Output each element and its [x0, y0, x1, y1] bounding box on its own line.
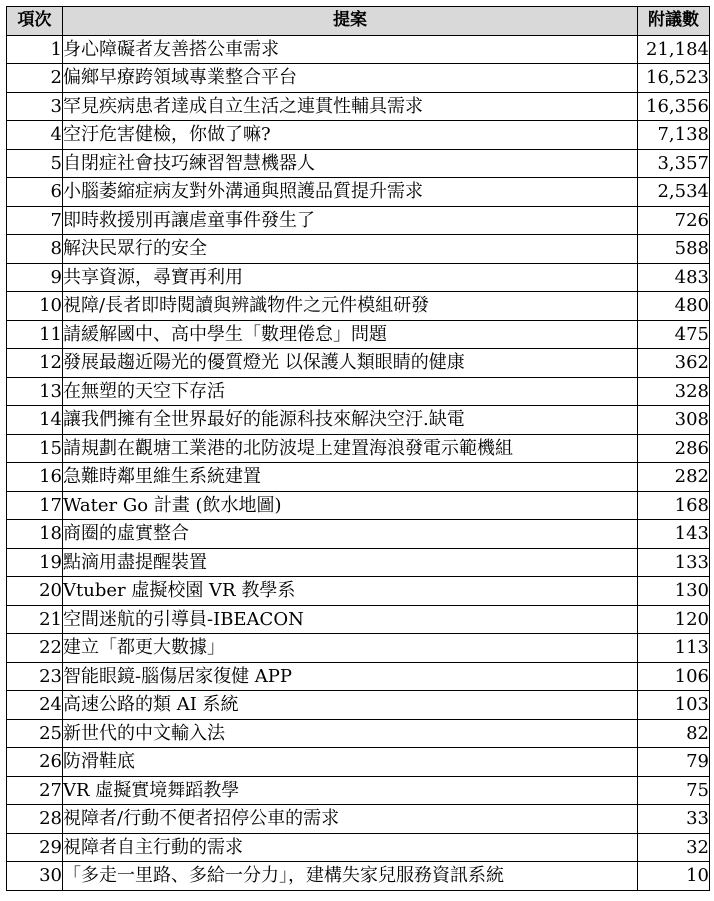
- table-row: [7, 862, 710, 891]
- table-row: [7, 35, 710, 64]
- row-index: 4: [7, 121, 63, 150]
- row-index: 5: [7, 149, 63, 178]
- table-row: [7, 833, 710, 862]
- row-proposal: 建立「都更大數據」: [63, 634, 638, 663]
- row-index: 17: [7, 491, 63, 520]
- row-proposal: 讓我們擁有全世界最好的能源科技來解決空汙.缺電: [63, 406, 638, 435]
- row-index: 29: [7, 833, 63, 862]
- row-count: 726: [638, 206, 710, 235]
- row-index: 3: [7, 92, 63, 121]
- row-proposal: 視障者自主行動的需求: [63, 833, 638, 862]
- header-row: [7, 7, 710, 36]
- header-count: 附議數: [638, 7, 710, 36]
- row-proposal: 新世代的中文輸入法: [63, 719, 638, 748]
- row-count: 103: [638, 691, 710, 720]
- row-count: 32: [638, 833, 710, 862]
- row-count: 475: [638, 320, 710, 349]
- table-row: [7, 263, 710, 292]
- row-count: 480: [638, 292, 710, 321]
- row-count: 75: [638, 776, 710, 805]
- row-proposal: Water Go 計畫 (飲水地圖): [63, 491, 638, 520]
- row-proposal: 視障/長者即時閱讀與辨識物件之元件模組研發: [63, 292, 638, 321]
- row-proposal: 即時救援別再讓虐童事件發生了: [63, 206, 638, 235]
- table-row: [7, 548, 710, 577]
- row-index: 19: [7, 548, 63, 577]
- row-count: 16,523: [638, 64, 710, 93]
- row-index: 12: [7, 349, 63, 378]
- row-count: 308: [638, 406, 710, 435]
- row-count: 82: [638, 719, 710, 748]
- row-count: 168: [638, 491, 710, 520]
- table-row: [7, 463, 710, 492]
- row-proposal: 小腦萎縮症病友對外溝通與照護品質提升需求: [63, 178, 638, 207]
- row-index: 20: [7, 577, 63, 606]
- row-count: 120: [638, 605, 710, 634]
- table-row: [7, 349, 710, 378]
- row-proposal: 防滑鞋底: [63, 748, 638, 777]
- row-count: 130: [638, 577, 710, 606]
- row-proposal: VR 虛擬實境舞蹈教學: [63, 776, 638, 805]
- row-count: 113: [638, 634, 710, 663]
- row-index: 14: [7, 406, 63, 435]
- row-proposal: 偏鄉早療跨領域專業整合平台: [63, 64, 638, 93]
- row-count: 362: [638, 349, 710, 378]
- row-proposal: 空汙危害健檢，你做了嘛?: [63, 121, 638, 150]
- row-index: 16: [7, 463, 63, 492]
- table-row: [7, 121, 710, 150]
- row-count: 2,534: [638, 178, 710, 207]
- row-proposal: 自閉症社會技巧練習智慧機器人: [63, 149, 638, 178]
- row-index: 1: [7, 35, 63, 64]
- row-proposal: 罕見疾病患者達成自立生活之連貫性輔具需求: [63, 92, 638, 121]
- row-index: 10: [7, 292, 63, 321]
- row-count: 483: [638, 263, 710, 292]
- table-row: [7, 292, 710, 321]
- row-proposal: Vtuber 虛擬校園 VR 教學系: [63, 577, 638, 606]
- table-row: [7, 92, 710, 121]
- table-row: [7, 149, 710, 178]
- table-body: [7, 35, 710, 890]
- table-row: [7, 434, 710, 463]
- row-proposal: 點滴用盡提醒裝置: [63, 548, 638, 577]
- row-index: 2: [7, 64, 63, 93]
- row-count: 328: [638, 377, 710, 406]
- row-index: 7: [7, 206, 63, 235]
- proposal-table: [6, 6, 710, 891]
- table-row: [7, 320, 710, 349]
- row-proposal: 智能眼鏡-腦傷居家復健 APP: [63, 662, 638, 691]
- row-proposal: 身心障礙者友善搭公車需求: [63, 35, 638, 64]
- row-count: 7,138: [638, 121, 710, 150]
- row-index: 24: [7, 691, 63, 720]
- row-proposal: 請規劃在觀塘工業港的北防波堤上建置海浪發電示範機組: [63, 434, 638, 463]
- row-count: 286: [638, 434, 710, 463]
- row-proposal: 空間迷航的引導員-IBEACON: [63, 605, 638, 634]
- row-proposal: 發展最趨近陽光的優質燈光 以保護人類眼睛的健康: [63, 349, 638, 378]
- row-index: 23: [7, 662, 63, 691]
- row-index: 18: [7, 520, 63, 549]
- row-index: 26: [7, 748, 63, 777]
- row-index: 30: [7, 862, 63, 891]
- row-index: 21: [7, 605, 63, 634]
- row-index: 13: [7, 377, 63, 406]
- table-row: [7, 605, 710, 634]
- table-row: [7, 406, 710, 435]
- row-count: 16,356: [638, 92, 710, 121]
- row-proposal: 商圈的虛實整合: [63, 520, 638, 549]
- row-proposal: 高速公路的類 AI 系統: [63, 691, 638, 720]
- row-proposal: 「多走一里路、多給一分力」，建構失家兒服務資訊系統: [63, 862, 638, 891]
- row-count: 106: [638, 662, 710, 691]
- table-row: [7, 235, 710, 264]
- row-proposal: 解決民眾行的安全: [63, 235, 638, 264]
- row-index: 27: [7, 776, 63, 805]
- row-count: 588: [638, 235, 710, 264]
- row-proposal: 請緩解國中、高中學生「數理倦怠」問題: [63, 320, 638, 349]
- table-row: [7, 805, 710, 834]
- row-index: 22: [7, 634, 63, 663]
- row-index: 11: [7, 320, 63, 349]
- row-proposal: 在無塑的天空下存活: [63, 377, 638, 406]
- table-row: [7, 206, 710, 235]
- row-index: 6: [7, 178, 63, 207]
- header-proposal: 提案: [63, 7, 638, 36]
- table-row: [7, 776, 710, 805]
- row-index: 15: [7, 434, 63, 463]
- header-index: 項次: [7, 7, 63, 36]
- row-proposal: 共享資源，尋寶再利用: [63, 263, 638, 292]
- row-index: 9: [7, 263, 63, 292]
- row-count: 21,184: [638, 35, 710, 64]
- table-row: [7, 691, 710, 720]
- row-count: 3,357: [638, 149, 710, 178]
- table-row: [7, 577, 710, 606]
- row-proposal: 視障者/行動不便者招停公車的需求: [63, 805, 638, 834]
- table-row: [7, 178, 710, 207]
- row-count: 143: [638, 520, 710, 549]
- table-row: [7, 377, 710, 406]
- table-row: [7, 719, 710, 748]
- row-count: 10: [638, 862, 710, 891]
- row-index: 25: [7, 719, 63, 748]
- table-row: [7, 634, 710, 663]
- table-row: [7, 520, 710, 549]
- row-count: 33: [638, 805, 710, 834]
- table-row: [7, 64, 710, 93]
- table-row: [7, 662, 710, 691]
- row-count: 79: [638, 748, 710, 777]
- row-proposal: 急難時鄰里維生系統建置: [63, 463, 638, 492]
- row-index: 8: [7, 235, 63, 264]
- row-index: 28: [7, 805, 63, 834]
- table-row: [7, 748, 710, 777]
- table-row: [7, 491, 710, 520]
- row-count: 282: [638, 463, 710, 492]
- row-count: 133: [638, 548, 710, 577]
